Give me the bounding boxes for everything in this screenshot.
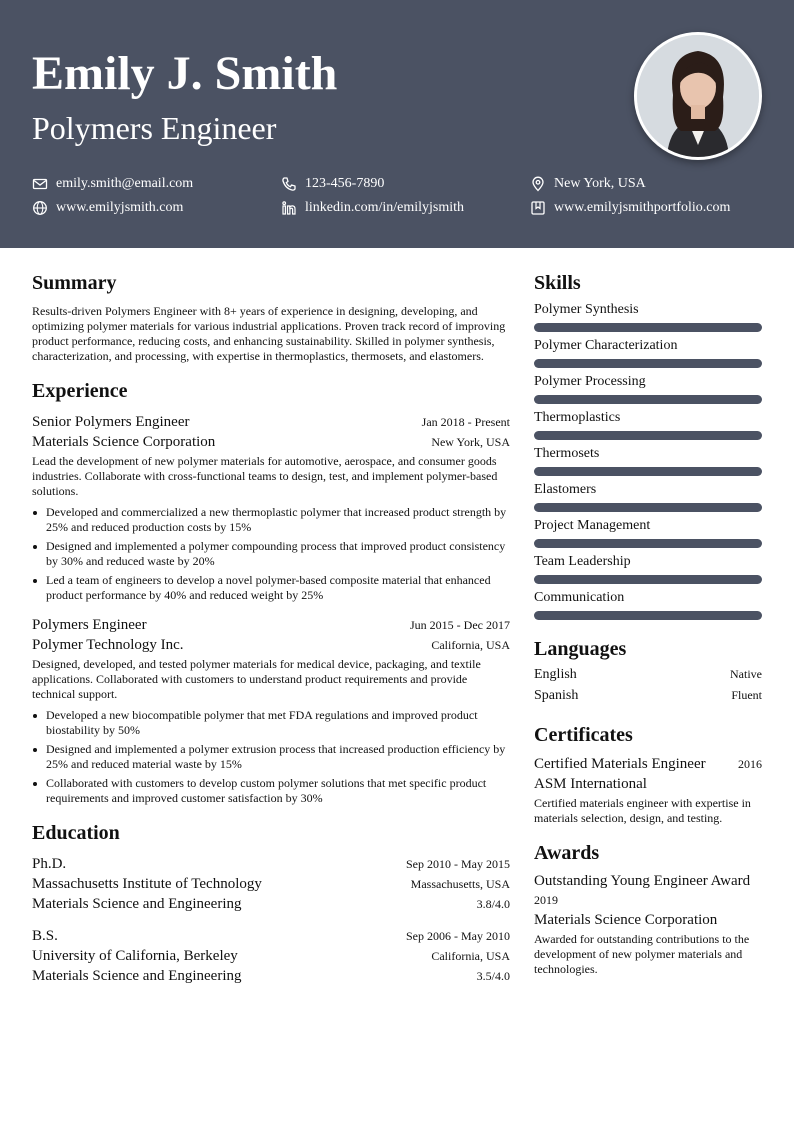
job-achievements: [32, 505, 510, 603]
education-entry: [32, 926, 510, 986]
awards-heading: Awards: [534, 842, 600, 864]
contact-location-text: New York, USA: [554, 176, 646, 191]
summary-section: [32, 270, 510, 364]
contact-email-text: emily.smith@email.com: [56, 176, 194, 191]
summary-heading: Summary: [32, 272, 117, 294]
job-achievement: Collaborated with customers to develop custom polymer solutions that met specific product requirements and improved customer satisfaction by 30%: [32, 776, 510, 806]
certificate-item: [534, 754, 762, 826]
education-school: Massachusetts Institute of Technology: [32, 876, 262, 892]
education-section: [32, 820, 510, 986]
certificate-year: 2016: [738, 757, 762, 771]
certificates-section: [534, 722, 762, 826]
award-issuer: Materials Science Corporation: [534, 912, 718, 928]
contact-location: [530, 175, 646, 193]
job-company: Materials Science Corporation: [32, 434, 216, 450]
languages-section: [534, 636, 762, 704]
skill-level-fill: [534, 611, 762, 620]
skill-name: Communication: [534, 590, 625, 605]
certificates-heading: Certificates: [534, 724, 633, 746]
skill-name: Team Leadership: [534, 554, 631, 569]
language-name: Spanish: [534, 688, 579, 703]
skill-level-fill: [534, 467, 762, 476]
profile-photo: [634, 32, 762, 160]
side-column: [534, 270, 762, 977]
skills-list: [534, 302, 762, 620]
experience-heading: Experience: [32, 380, 128, 402]
job-dates: Jan 2018 - Present: [421, 415, 510, 429]
globe-icon: [32, 200, 48, 216]
skill-name: Thermosets: [534, 446, 600, 461]
skill-item: [534, 374, 762, 404]
skill-item: [534, 518, 762, 548]
skill-item: [534, 338, 762, 368]
skill-name: Polymer Synthesis: [534, 302, 639, 317]
skill-name: Polymer Characterization: [534, 338, 678, 353]
certificate-name: Certified Materials Engineer: [534, 756, 706, 772]
job-location: New York, USA: [431, 435, 510, 449]
contact-phone[interactable]: [281, 175, 384, 193]
job-achievement: Led a team of engineers to develop a novel polymer-based composite material that enhanced product performance by 40% and reduced weight by 25%: [32, 573, 510, 603]
education-heading: Education: [32, 822, 120, 844]
language-name: English: [534, 667, 577, 682]
skill-level-fill: [534, 359, 762, 368]
job-achievement: Designed and implemented a polymer compounding process that improved product consistency by 30% and reduced waste by 20%: [32, 539, 510, 569]
skill-level-fill: [534, 431, 762, 440]
education-entry: [32, 854, 510, 914]
job-entry: [32, 412, 510, 603]
skill-level-bar: [534, 359, 762, 368]
education-location: California, USA: [431, 949, 510, 963]
skill-level-bar: [534, 575, 762, 584]
candidate-name: Emily J. Smith: [32, 47, 338, 100]
skill-name: Project Management: [534, 518, 651, 533]
candidate-title: Polymers Engineer: [32, 110, 277, 146]
education-degree: Ph.D.: [32, 856, 67, 872]
location-pin-icon: [530, 176, 546, 192]
summary-text: Results-driven Polymers Engineer with 8+ years of experience in designing, developing, and optimizing polymer materials for various industrial applications. Proven track record of improving product performance, reducing costs, and enhancing sustainability. Skilled in polymer synthesis, characterization, and processing, with expertise in thermoplastics, thermosets, and elastomers.: [32, 304, 506, 363]
skills-section: [534, 270, 762, 620]
education-dates: Sep 2010 - May 2015: [406, 857, 510, 871]
language-level: Native: [730, 667, 762, 681]
skill-level-fill: [534, 503, 762, 512]
education-location: Massachusetts, USA: [410, 877, 510, 891]
skill-name: Elastomers: [534, 482, 597, 497]
job-achievements: [32, 708, 510, 806]
language-level: Fluent: [731, 688, 762, 702]
skill-level-bar: [534, 323, 762, 332]
resume-header: [0, 0, 794, 248]
job-entry: [32, 615, 510, 806]
skill-item: [534, 446, 762, 476]
phone-icon: [281, 176, 297, 192]
skill-item: [534, 554, 762, 584]
email-icon: [32, 176, 48, 192]
skill-level-fill: [534, 323, 762, 332]
contact-linkedin[interactable]: [281, 199, 464, 217]
experience-section: [32, 378, 510, 806]
portfolio-icon: [530, 200, 546, 216]
skill-level-bar: [534, 503, 762, 512]
skill-level-bar: [534, 431, 762, 440]
languages-heading: Languages: [534, 638, 627, 660]
contact-website-text: www.emilyjsmith.com: [56, 200, 184, 215]
contact-portfolio-text: www.emilyjsmithportfolio.com: [554, 200, 731, 215]
job-dates: Jun 2015 - Dec 2017: [410, 618, 510, 632]
job-achievement: Developed a new biocompatible polymer that met FDA regulations and improved product biostability by 50%: [32, 708, 510, 738]
certificate-issuer: ASM International: [534, 776, 647, 792]
job-company: Polymer Technology Inc.: [32, 637, 184, 653]
education-dates: Sep 2006 - May 2010: [406, 929, 510, 943]
skill-level-fill: [534, 575, 762, 584]
education-gpa: 3.5/4.0: [476, 969, 510, 983]
linkedin-icon: [281, 200, 297, 216]
awards-section: [534, 840, 762, 977]
job-role: Senior Polymers Engineer: [32, 414, 190, 430]
skill-level-fill: [534, 539, 762, 548]
skill-item: [534, 410, 762, 440]
contact-website[interactable]: [32, 199, 183, 217]
skills-heading: Skills: [534, 272, 581, 294]
award-description: Awarded for outstanding contributions to the development of new polymer materials and technologies.: [534, 932, 750, 976]
contact-portfolio[interactable]: [530, 199, 730, 217]
job-achievement: Developed and commercialized a new thermoplastic polymer that increased product strength by 25% and reduced production costs by 15%: [32, 505, 510, 535]
education-degree: B.S.: [32, 928, 58, 944]
job-description: Designed, developed, and tested polymer materials for medical device, packaging, and textile applications. Collaborated with customers to understand product requirements and provide technical support.: [32, 657, 481, 701]
skill-level-fill: [534, 395, 762, 404]
certificate-description: Certified materials engineer with expertise in materials selection, design, and testing.: [534, 796, 751, 825]
main-column: [32, 270, 510, 986]
job-description: Lead the development of new polymer materials for automotive, aerospace, and consumer goods industries. Collaborate with cross-functional teams to design, test, and implement polymer-based solutions.: [32, 454, 498, 498]
award-year: 2019: [534, 893, 558, 907]
skill-level-bar: [534, 611, 762, 620]
skill-item: [534, 302, 762, 332]
education-gpa: 3.8/4.0: [476, 897, 510, 911]
education-school: University of California, Berkeley: [32, 948, 238, 964]
skill-name: Polymer Processing: [534, 374, 646, 389]
language-item: [534, 666, 762, 683]
education-field: Materials Science and Engineering: [32, 896, 242, 912]
contact-linkedin-text: linkedin.com/in/emilyjsmith: [305, 200, 465, 215]
award-name: Outstanding Young Engineer Award: [534, 873, 751, 889]
job-role: Polymers Engineer: [32, 617, 147, 633]
job-achievement: Designed and implemented a polymer extrusion process that increased production efficiency by 25% and reduced material waste by 15%: [32, 742, 510, 772]
education-field: Materials Science and Engineering: [32, 968, 242, 984]
language-item: [534, 687, 762, 704]
skill-level-bar: [534, 539, 762, 548]
job-location: California, USA: [431, 638, 510, 652]
skill-item: [534, 590, 762, 620]
skill-level-bar: [534, 395, 762, 404]
contact-phone-text: 123-456-7890: [305, 176, 385, 191]
skill-item: [534, 482, 762, 512]
skill-level-bar: [534, 467, 762, 476]
skill-name: Thermoplastics: [534, 410, 621, 425]
award-item: [534, 872, 762, 977]
contact-email[interactable]: [32, 175, 193, 193]
